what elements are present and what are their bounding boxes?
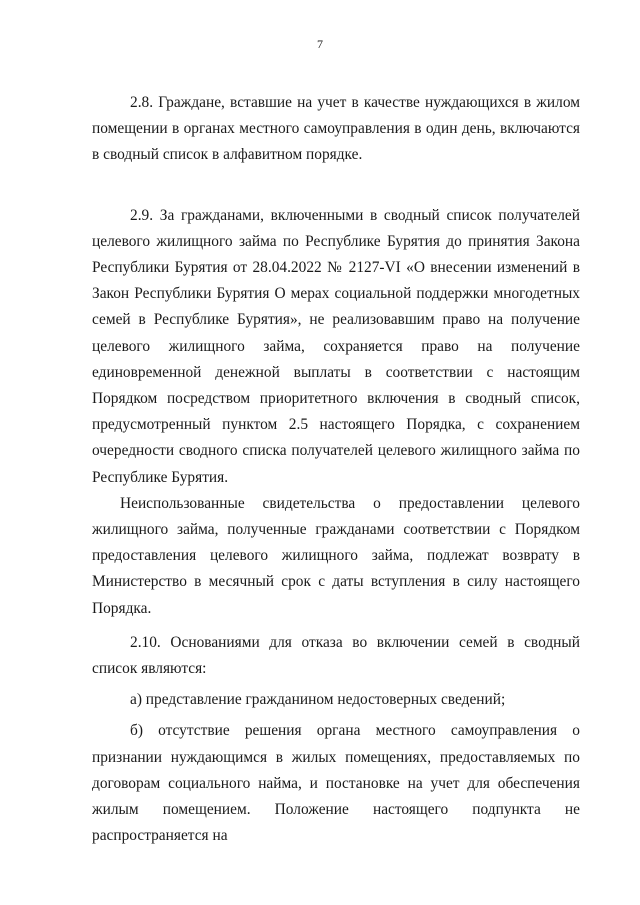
subitem-b: б) отсутствие решения органа местного самоуправления о признании нуждающимся в жилых помещениях, предоставляемых по договорам социального найма, и постановке на учет для обеспечения жилым помещением. Положение настоящего подпункта не распространяется на	[92, 722, 580, 845]
paragraph-2-9: 2.9. За гражданами, включенными в сводный список получателей целевого жилищного займа по Республике Бурятия до принятия Закона Республики Бурятия от 28.04.2022 № 2127-VI «О внесении изменений в Закон Республики Бурятия О мерах социальной поддержки многодетных семей в Республике Бурятия», не реализовавшим право на получение целевого жилищного займа, сохраняется право на получение единовременной денежной выплаты в соответствии с настоящим Порядком посредством приоритетного включения в сводный список, предусмотренный пунктом 2.5 настоящего Порядка, с сохранением очередности сводного списка получателей целевого жилищного займа по Республике Бурятия.	[92, 206, 580, 486]
document-body	[92, 90, 580, 849]
subitem-a: а) представление гражданином недостоверных сведений;	[130, 691, 506, 709]
paragraph-2-10: 2.10. Основаниями для отказа во включении семей в сводный список являются:	[92, 633, 580, 678]
paragraph-unused-certificates: Неиспользованные свидетельства о предоставлении целевого жилищного займа, полученные гражданами соответствии с Порядком предоставления целевого жилищного займа, подлежат возврату в Министерство в месячный срок с даты вступления в силу настоящего Порядка.	[92, 494, 580, 617]
paragraph-2-8: 2.8. Граждане, вставшие на учет в качестве нуждающихся в жилом помещении в органах местного самоуправления в один день, включаются в сводный список в алфавитном порядке.	[92, 94, 580, 164]
page-number: 7	[317, 37, 323, 51]
